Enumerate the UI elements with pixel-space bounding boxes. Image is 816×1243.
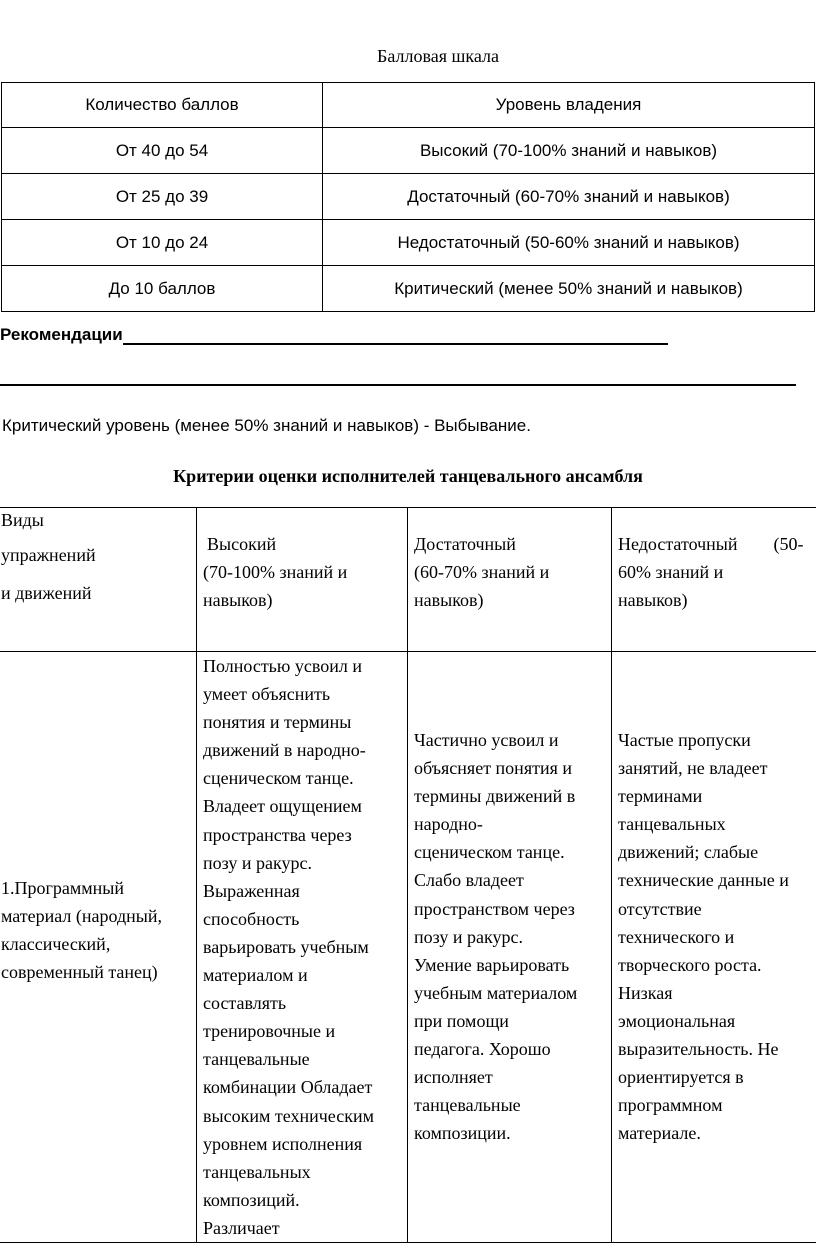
header-line: Виды [1, 508, 196, 532]
text-line: исполняет [414, 1063, 611, 1091]
text-line: варьировать учебным [203, 933, 407, 961]
text-line: при помощи [414, 1007, 611, 1035]
text-line: материале. [618, 1119, 816, 1147]
text-line: комбинации Обладает [203, 1073, 407, 1101]
text-line: занятий, не владеет [618, 754, 816, 782]
header-line: (70-100% знаний и [203, 558, 407, 586]
table-row [2, 266, 815, 312]
text-line: педагога. Хорошо [414, 1035, 611, 1063]
text-line: народно- [414, 810, 611, 838]
text-line: Различает [203, 1214, 407, 1242]
text-line: танцевальных [618, 810, 816, 838]
text-line: программном [618, 1091, 816, 1119]
header-line: и движений [1, 570, 196, 616]
table-row [2, 174, 815, 220]
level-cell: Достаточный (60-70% знаний и навыков) [323, 174, 815, 220]
text-line: пространством через [414, 895, 611, 923]
text-line: сценическом танце. [414, 838, 611, 866]
text-line: технические данные и [618, 866, 816, 894]
header-line: упражнений [1, 532, 196, 578]
text-line: объясняет понятия и [414, 754, 611, 782]
score-scale-table [1, 82, 815, 312]
text-line: 1.Программный [1, 874, 196, 902]
text-line: позу и ракурс. [414, 923, 611, 951]
table-row [0, 652, 816, 1243]
blank-line [0, 384, 796, 386]
criteria-title: Критерии оценки исполнителей танцевального ансамбля [0, 466, 816, 487]
high-level-cell [197, 652, 408, 1243]
header-line: навыков) [414, 586, 611, 614]
score-scale-title: Балловая шкала [0, 46, 816, 67]
text-line: технического и [618, 923, 816, 951]
table-header-row [2, 83, 815, 128]
text-line: эмоциональная [618, 1007, 816, 1035]
header-high [197, 508, 408, 652]
header-insufficient [612, 508, 816, 652]
text-line: Умение варьировать [414, 951, 611, 979]
text-line: выразительность. Не [618, 1035, 816, 1063]
text-line: способность [203, 905, 407, 933]
text-line: тренировочные и [203, 1017, 407, 1045]
header-line: навыков) [203, 586, 407, 614]
header-line: 60% знаний и [618, 558, 816, 586]
recommendations-label: Рекомендации [0, 325, 123, 344]
header-points: Количество баллов [2, 83, 323, 128]
header-sufficient [408, 508, 612, 652]
level-cell: Высокий (70-100% знаний и навыков) [323, 128, 815, 174]
text-line: классический, [1, 930, 196, 958]
text-line: отсутствие [618, 895, 816, 923]
text-line: композиций. [203, 1186, 407, 1214]
text-line: учебным материалом [414, 979, 611, 1007]
text-line: пространства через [203, 821, 407, 849]
text-line: материалом и [203, 961, 407, 989]
text-line: Частично усвоил и [414, 726, 611, 754]
header-line: (60-70% знаний и [414, 558, 611, 586]
text-line: танцевальные [414, 1091, 611, 1119]
text-line: композиции. [414, 1119, 611, 1147]
header-line: Недостаточный (50- [618, 530, 816, 558]
text-line: материал (народный, [1, 902, 196, 930]
criteria-header-row [0, 508, 816, 652]
recommendations-blank-line [123, 325, 668, 345]
points-cell: От 25 до 39 [2, 174, 323, 220]
text-line: терминами [618, 782, 816, 810]
header-line: навыков) [618, 586, 816, 614]
table-row [2, 128, 815, 174]
header-level: Уровень владения [323, 83, 815, 128]
text-line: танцевальные [203, 1045, 407, 1073]
sufficient-level-cell [408, 652, 612, 1243]
recommendations-field [0, 325, 668, 345]
text-line: ориентируется в [618, 1063, 816, 1091]
text-line: позу и ракурс. [203, 849, 407, 877]
text-line: движений; слабые [618, 838, 816, 866]
criteria-table [0, 507, 816, 1243]
text-line: умеет объяснить [203, 680, 407, 708]
text-line: Низкая [618, 979, 816, 1007]
text-line: термины движений в [414, 782, 611, 810]
text-line: Частые пропуски [618, 726, 816, 754]
text-line: Полностью усвоил и [203, 652, 407, 680]
points-cell: От 10 до 24 [2, 220, 323, 266]
text-line: сценическом танце. [203, 764, 407, 792]
text-line: понятия и термины [203, 708, 407, 736]
text-line: уровнем исполнения [203, 1130, 407, 1158]
text-line: Выраженная [203, 877, 407, 905]
table-row [2, 220, 815, 266]
exercise-type-cell [0, 652, 197, 1243]
level-cell: Критический (менее 50% знаний и навыков) [323, 266, 815, 312]
text-line: высоким техническим [203, 1102, 407, 1130]
header-line: Достаточный [414, 530, 611, 558]
text-line: танцевальных [203, 1158, 407, 1186]
points-cell: До 10 баллов [2, 266, 323, 312]
text-line: Слабо владеет [414, 866, 611, 894]
text-line: современный танец) [1, 958, 196, 986]
text-line: составлять [203, 989, 407, 1017]
text-line: движений в народно- [203, 736, 407, 764]
critical-level-note: Критический уровень (менее 50% знаний и навыков) - Выбывание. [2, 416, 531, 436]
insufficient-level-cell [612, 652, 816, 1243]
text-line: Владеет ощущением [203, 792, 407, 820]
points-cell: От 40 до 54 [2, 128, 323, 174]
header-line: Высокий [203, 530, 407, 558]
text-line: творческого роста. [618, 951, 816, 979]
header-exercise-types [0, 508, 197, 652]
level-cell: Недостаточный (50-60% знаний и навыков) [323, 220, 815, 266]
